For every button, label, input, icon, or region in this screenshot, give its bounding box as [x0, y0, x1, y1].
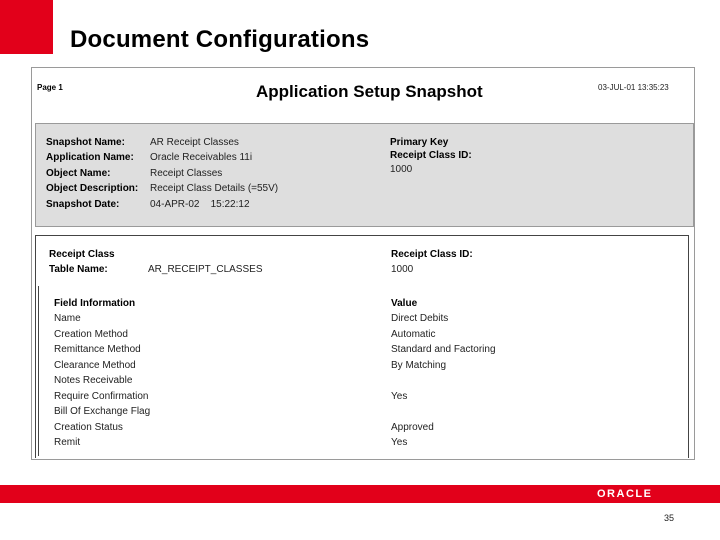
slide-title: Document Configurations [70, 26, 370, 53]
receipt-class-label: Receipt Class [49, 249, 115, 260]
application-name-label: Application Name: [46, 152, 134, 163]
field-value: By Matching [391, 360, 447, 371]
snapshot-name-value: AR Receipt Classes [150, 137, 239, 148]
field-value: Automatic [391, 329, 436, 340]
snapshot-date-label: Snapshot Date: [46, 199, 120, 210]
snapshot-info-box [35, 123, 694, 227]
page-number: 35 [664, 513, 675, 523]
field-section-border [38, 286, 39, 456]
report-page-label: Page 1 [37, 83, 63, 92]
field-name: Name [54, 313, 81, 324]
field-name: Creation Method [54, 329, 128, 340]
table-name-value: AR_RECEIPT_CLASSES [148, 264, 263, 275]
field-name: Notes Receivable [54, 375, 133, 386]
field-value: Standard and Factoring [391, 344, 496, 355]
object-name-label: Object Name: [46, 168, 111, 179]
value-header: Value [391, 298, 418, 309]
application-name-value: Oracle Receivables 11i [150, 152, 253, 163]
field-value: Yes [391, 391, 408, 402]
field-information-header: Field Information [54, 298, 136, 309]
field-name: Require Confirmation [54, 391, 149, 402]
receipt-class-detail [35, 235, 689, 458]
object-name-value: Receipt Classes [150, 168, 223, 179]
field-value: Direct Debits [391, 313, 449, 324]
object-description-label: Object Description: [46, 183, 139, 194]
primary-key-label: Primary Key [390, 137, 449, 148]
snapshot-date-value: 04-APR-02 15:22:12 [150, 199, 250, 210]
field-value: Approved [391, 422, 434, 433]
primary-key-id-value: 1000 [390, 164, 413, 175]
object-description-value: Receipt Class Details (=55V) [150, 183, 279, 194]
primary-key-id-label: Receipt Class ID: [390, 150, 472, 161]
report-timestamp: 03-JUL-01 13:35:23 [598, 83, 669, 92]
field-name: Remittance Method [54, 344, 141, 355]
report-snapshot [31, 67, 695, 460]
field-value: Yes [391, 437, 408, 448]
field-name: Creation Status [54, 422, 123, 433]
snapshot-name-label: Snapshot Name: [46, 137, 125, 148]
receipt-class-id-label: Receipt Class ID: [391, 249, 473, 260]
red-corner-block [0, 0, 53, 54]
report-title: Application Setup Snapshot [256, 82, 483, 101]
oracle-logo: ORACLE [597, 488, 653, 500]
field-name: Remit [54, 437, 81, 448]
table-name-label: Table Name: [49, 264, 108, 275]
field-name: Clearance Method [54, 360, 136, 371]
field-name: Bill Of Exchange Flag [54, 406, 151, 417]
receipt-class-id-value: 1000 [391, 264, 414, 275]
